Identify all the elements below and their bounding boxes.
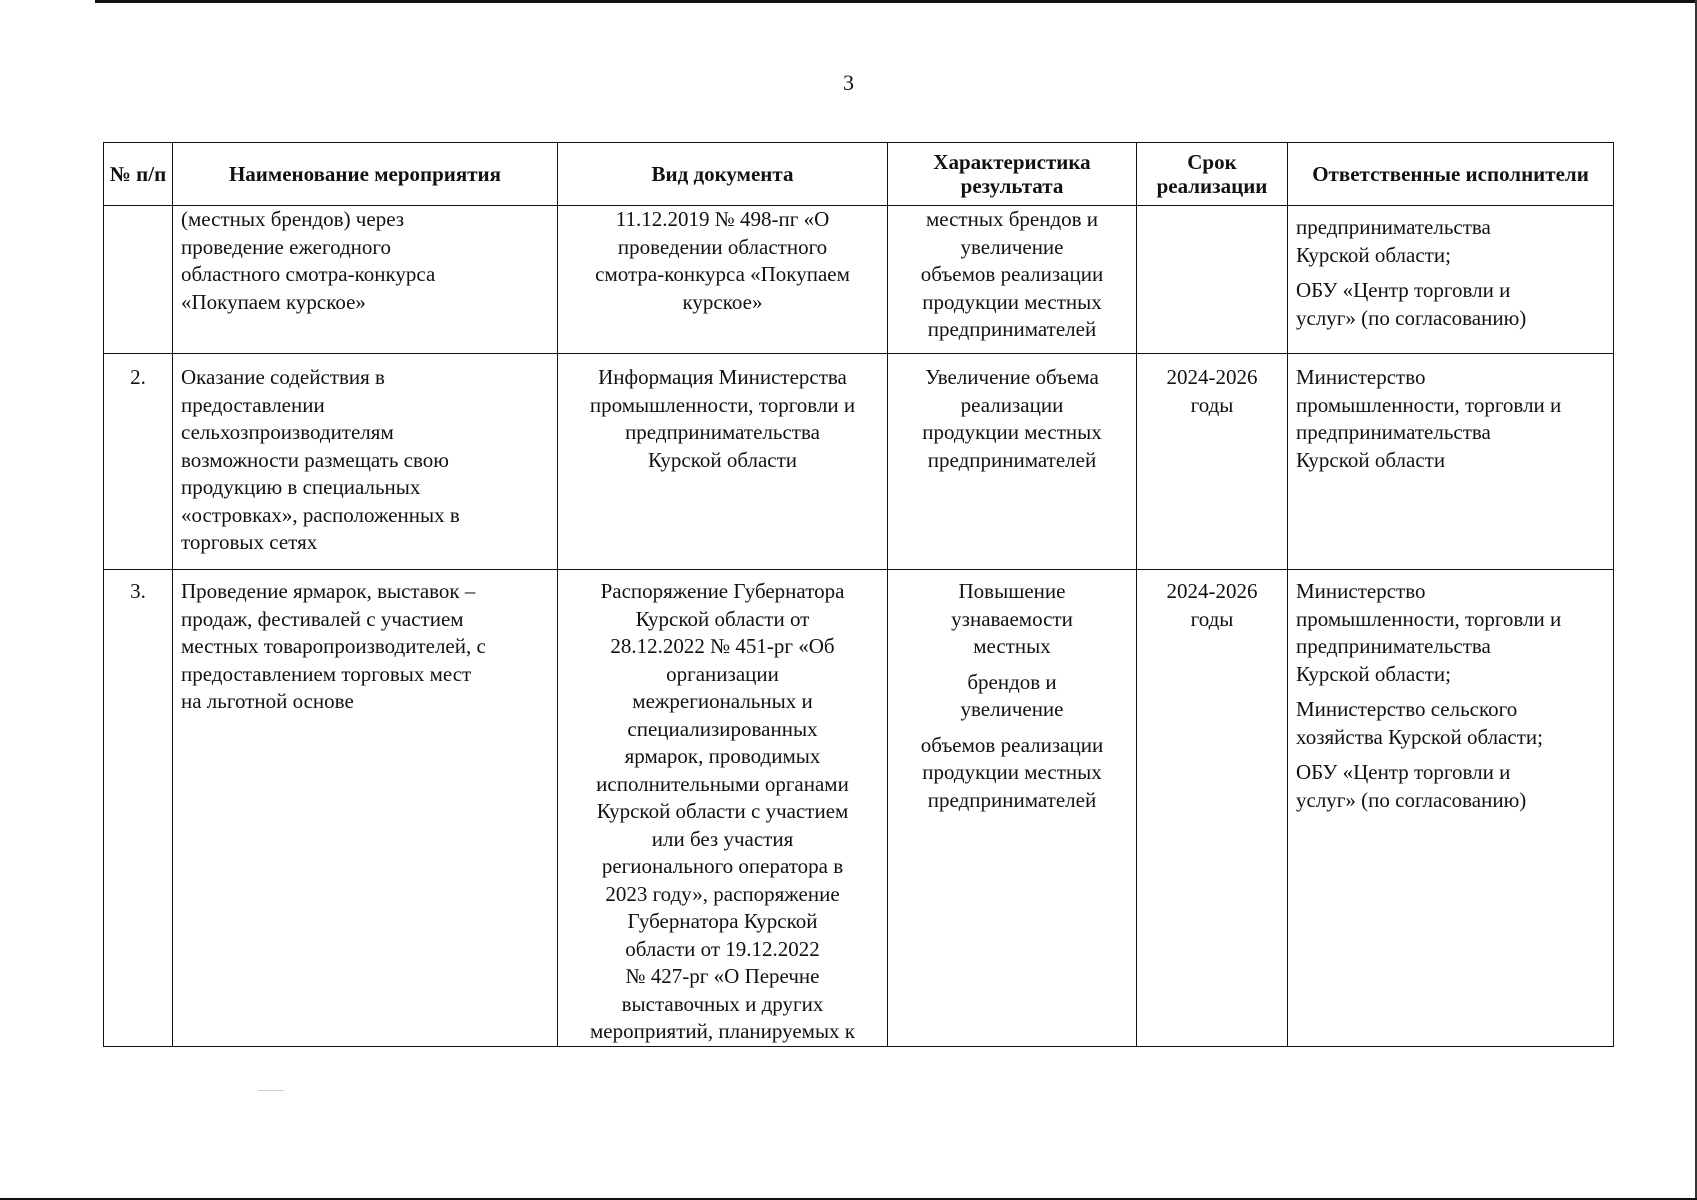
header-result: Характеристика результата (888, 143, 1137, 206)
header-responsible: Ответственные исполнители (1288, 143, 1614, 206)
table-header-row (104, 143, 1614, 206)
cell-name: Проведение ярмарок, выставок – продаж, фестивалей с участием местных товаропроизводителей, с предоставлением торговых мест на льготной основе (173, 570, 558, 1047)
header-term: Срок реализации (1137, 143, 1288, 206)
cell-num (104, 206, 173, 354)
cell-term: 2024-2026 годы (1137, 570, 1288, 1047)
scan-artifact (258, 1090, 284, 1091)
table-row (104, 570, 1614, 1047)
cell-result: местных брендов и увеличение объемов реализации продукции местных предпринимателей (888, 206, 1137, 354)
cell-result: Повышение узнаваемости местных брендов и увеличение объемов реализации продукции местных предпринимателей (888, 570, 1137, 1047)
page-number: 3 (843, 70, 854, 95)
table-row (104, 354, 1614, 570)
scan-border-top (95, 0, 1697, 3)
action-plan-table (103, 142, 1614, 1047)
table-row (104, 206, 1614, 354)
cell-num: 3. (104, 570, 173, 1047)
cell-responsible: Министерство промышленности, торговли и предпринимательства Курской области (1288, 354, 1614, 570)
cell-responsible: Министерство промышленности, торговли и предпринимательства Курской области; Министерство сельского хозяйства Курской области; ОБУ «Центр торговли и услуг» (по согласованию) (1288, 570, 1614, 1047)
header-name: Наименование мероприятия (173, 143, 558, 206)
cell-doc: 11.12.2019 № 498-пг «О проведении областного смотра-конкурса «Покупаем курское» (558, 206, 888, 354)
cell-doc: Информация Министерства промышленности, торговли и предпринимательства Курской области (558, 354, 888, 570)
cell-term (1137, 206, 1288, 354)
cell-num: 2. (104, 354, 173, 570)
cell-responsible: предпринимательства Курской области; ОБУ «Центр торговли и услуг» (по согласованию) (1288, 206, 1614, 354)
header-doc: Вид документа (558, 143, 888, 206)
cell-name: Оказание содействия в предоставлении сельхозпроизводителям возможности размещать свою продукцию в специальных «островках», расположенных в торговых сетях (173, 354, 558, 570)
cell-term: 2024-2026 годы (1137, 354, 1288, 570)
cell-doc: Распоряжение Губернатора Курской области от 28.12.2022 № 451-рг «Об организации межрегиональных и специализированных ярмарок, проводимых исполнительными органами Курской области с участием или без участия регионального оператора в 2023 году», распоряжение Губернатора Курской области от 19.12.2022 № 427-рг «О Перечне выставочных и других мероприятий, планируемых к (558, 570, 888, 1047)
cell-result: Увеличение объема реализации продукции местных предпринимателей (888, 354, 1137, 570)
cell-name: (местных брендов) через проведение ежегодного областного смотра-конкурса «Покупаем курское» (173, 206, 558, 354)
header-num: № п/п (104, 143, 173, 206)
